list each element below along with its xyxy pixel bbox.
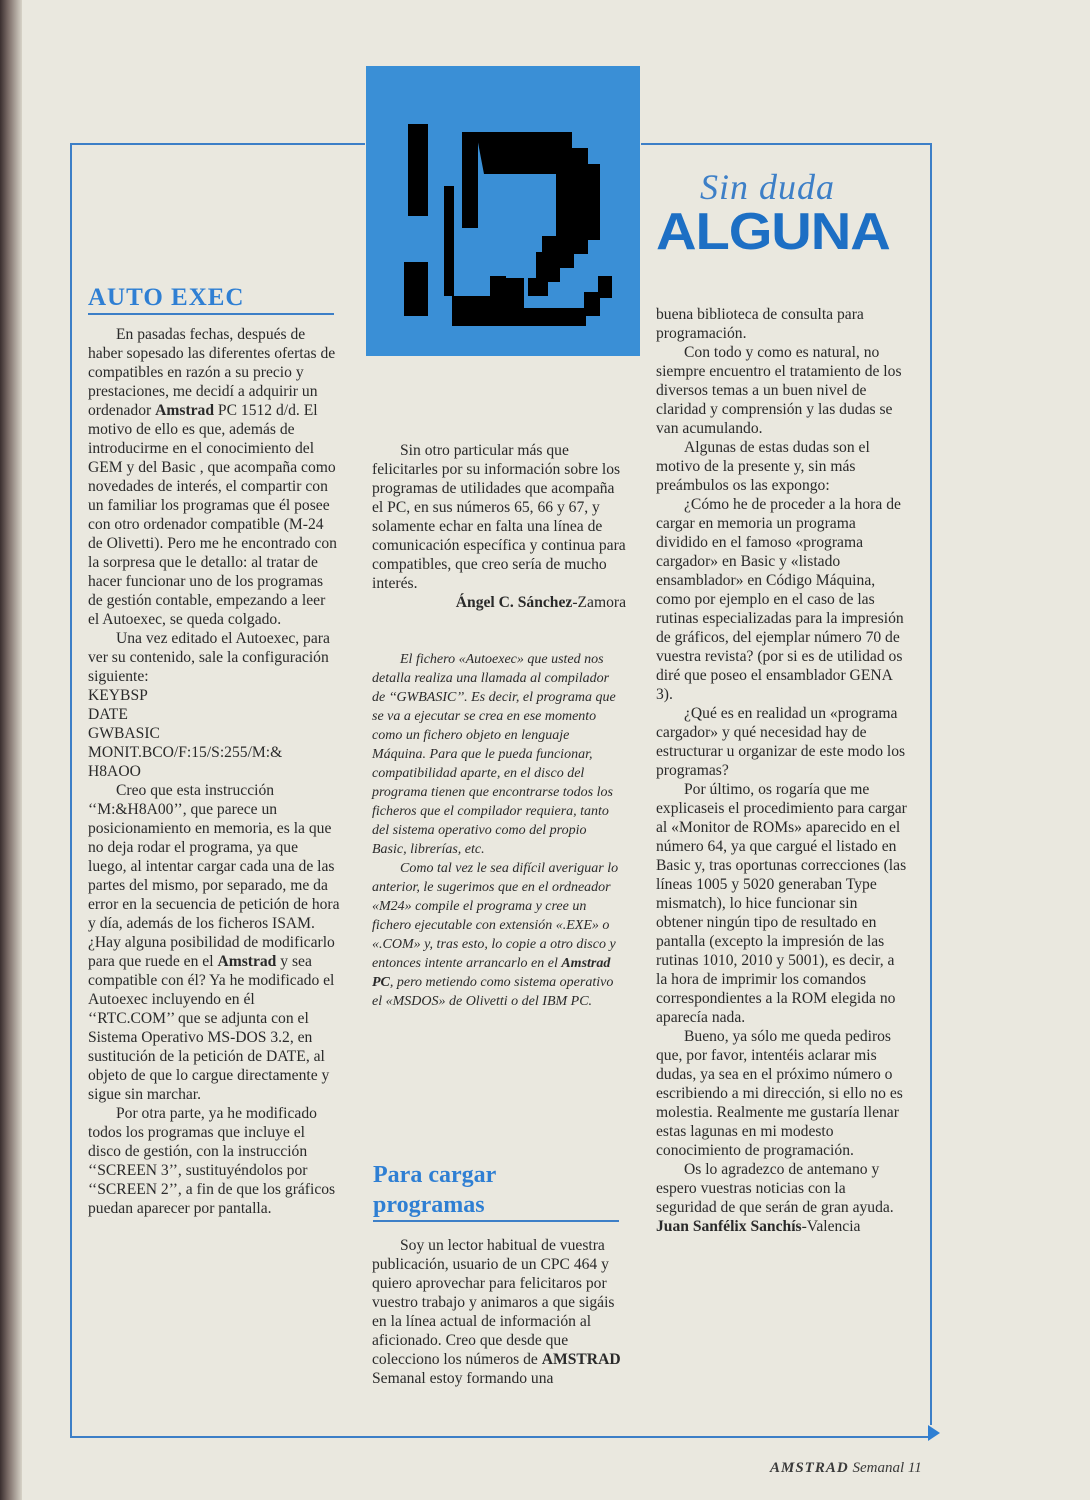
page-footer: AMSTRAD Semanal 11 [770, 1460, 922, 1476]
column-2-bottom [372, 1236, 624, 1388]
section-heading-auto-exec: AUTO EXEC [88, 284, 334, 315]
paragraph: Algunas de estas dudas son el motivo de la presente y, sin más preámbulos os las expongo: [656, 439, 870, 494]
paragraph: Os lo agradezco de antemano y espero vuestras noticias con la seguridad de que serán de gran ayuda. [656, 1161, 894, 1216]
config-line: MONIT.BCO/F:15/S:255/M:& [88, 744, 283, 761]
paragraph: Con todo y como es natural, no siempre encuentro el tratamiento de los diversos temas a un buen nivel de claridad y comprensión y las dudas se van acumulando. [656, 344, 902, 437]
column-1 [88, 325, 340, 1218]
column-2-top [372, 441, 626, 612]
config-line: H8AOO [88, 763, 141, 780]
paragraph: buena biblioteca de consulta para programación. [656, 306, 864, 342]
section-heading-para-cargar-programas: Para cargar programas [373, 1160, 619, 1222]
paragraph: ¿Qué es en realidad un «programa cargador» y qué necesidad hay de estructurar u organizar de este modo los programas? [656, 705, 906, 779]
config-line: KEYBSP [88, 687, 148, 704]
reply-paragraph: Como tal vez le sea difícil averiguar lo anterior, le sugerimos que en el ordneador «M24» compile el programa y cree un fichero ejecutable con extensión «.EXE» o «.COM» y, tras esto, lo copie a otro disco y entonces intente arrancarlo en el Amstrad PC, pero metiendo como sistema operativo el «MSDOS» de Olivetti o del IBM PC. [372, 861, 619, 1009]
paragraph: Por último, os rogaría que me explicaseis el procedimiento para cargar al «Monitor de ROMs» aparecido en el número 64, ya que cargué el listado en Basic y, tras oportunas correcciones (las líneas 1005 y 5020 generaban Type mismatch), lo hice funcionar sin obtener ningún tipo de resultado en pantalla (excepto la impresión de las rutinas 1010, 2010 y 5001), es decir, a la hora de imprimir los comandos correspondientes a la ROM elegida no aparecía nada. [656, 781, 907, 1026]
paragraph: ¿Cómo he de proceder a la hora de cargar en memoria un programa dividido en el famoso «programa cargador» en Basic y «listado ensamblador» en Código Máquina, como por ejemplo en el caso de las rutinas especializadas para la impresión de gráficos, del ejemplar número 70 de vuestra revista? (por si es de utilidad os diré que poseo el ensamblador GENA 3). [656, 496, 904, 703]
paragraph: En pasadas fechas, después de haber sopesado las diferentes ofertas de compatibles en razón a su precio y prestaciones, me decidí a adquirir un ordenador Amstrad PC 1512 d/d. El motivo de ello es que, además de introducirme en el conocimiento del GEM y del Basic , que acompaña como novedades de interés, el compartir con un familiar los programas que él posee con otro ordenador compatible (M-24 de Olivetti). Pero me he encontrado con la sorpresa que le detallo: al tratar de hacer funcionar uno de los programas de gestión contable, empezando a leer el Autoexec, se queda colgado. [88, 326, 337, 628]
paragraph: Sin otro particular más que felicitarles por su información sobre los programas de utilidades que acompaña el PC, en sus números 65, 66 y 67, y solamente echar en falta una línea de comunicación específica y continua para compatibles, que creo sería de mucho interés. [372, 442, 626, 592]
reply-paragraph: El fichero «Autoexec» que usted nos detalla realiza una llamada al compilador de ‘‘GWBASIC’’. Es decir, el programa que se va a ejecutar se crea en ese momento como un fichero objeto en lenguaje Máquina. Para que le pueda funcionar, compatibilidad aparte, en el disco del programa tienen que encontrarse todos los ficheros que el compilador requiera, tanto del sistema operativo como del propio Basic, librerías, etc. [372, 652, 616, 857]
config-line: GWBASIC [88, 725, 160, 742]
paragraph: Creo que esta instrucción ‘‘M:&H8A00’’, que parece un posicionamiento en memoria, es la que no deja rodar el programa, ya que luego, al intentar cargar cada una de las partes del mismo, por separado, me da error en la secuencia de petición de hora y día, además de los ficheros ISAM. ¿Hay alguna posibilidad de modificarlo para que ruede en el Amstrad y sea compatible con él? Ya he modificado el Autoexec incluyendo en él ‘‘RTC.COM’’ que se adjunta con el Sistema Operativo MS-DOS 3.2, en sustitución de la petición de DATE, al objeto de que lo cargue directamente y sigue sin marchar. [88, 782, 340, 1103]
page-binding-edge [0, 0, 22, 1500]
paragraph: Bueno, ya sólo me queda pediros que, por favor, intentéis aclarar mis dudas, ya sea en el próximo número o escribiendo a mi dirección, si ello no es molestia. Realmente me gustaría llenar estas lagunas en mi modesto conocimiento de programación. [656, 1028, 903, 1159]
signature: Juan Sanfélix Sanchís-Valencia [656, 1218, 861, 1235]
paragraph: Por otra parte, ya he modificado todos los programas que incluye el disco de gestión, con la instrucción ‘‘SCREEN 3’’, sustituyéndolos por ‘‘SCREEN 2’’, a fin de que los gráficos puedan aparecer por pantalla. [88, 1105, 336, 1217]
triangle-right-icon [928, 1425, 940, 1441]
config-line: DATE [88, 706, 128, 723]
page-title-line2: ALGUNA [656, 203, 890, 261]
paragraph: Una vez editado el Autoexec, para ver su contenido, sale la configuración siguiente: [88, 630, 330, 685]
paragraph: Soy un lector habitual de vuestra publicación, usuario de un CPC 464 y quiero aprovechar para felicitaros por vuestro trabajo y animaros a que sigáis en la línea actual de información al aficionado. Creo que desde que colecciono los números de AMSTRAD Semanal estoy formando una [372, 1237, 621, 1387]
column-3 [656, 305, 908, 1236]
signature: Ángel C. Sánchez-Zamora [455, 594, 626, 611]
editor-reply [372, 650, 624, 1011]
page-title-line1: Sin duda [700, 167, 836, 207]
exclamation-question-icon [366, 66, 640, 356]
